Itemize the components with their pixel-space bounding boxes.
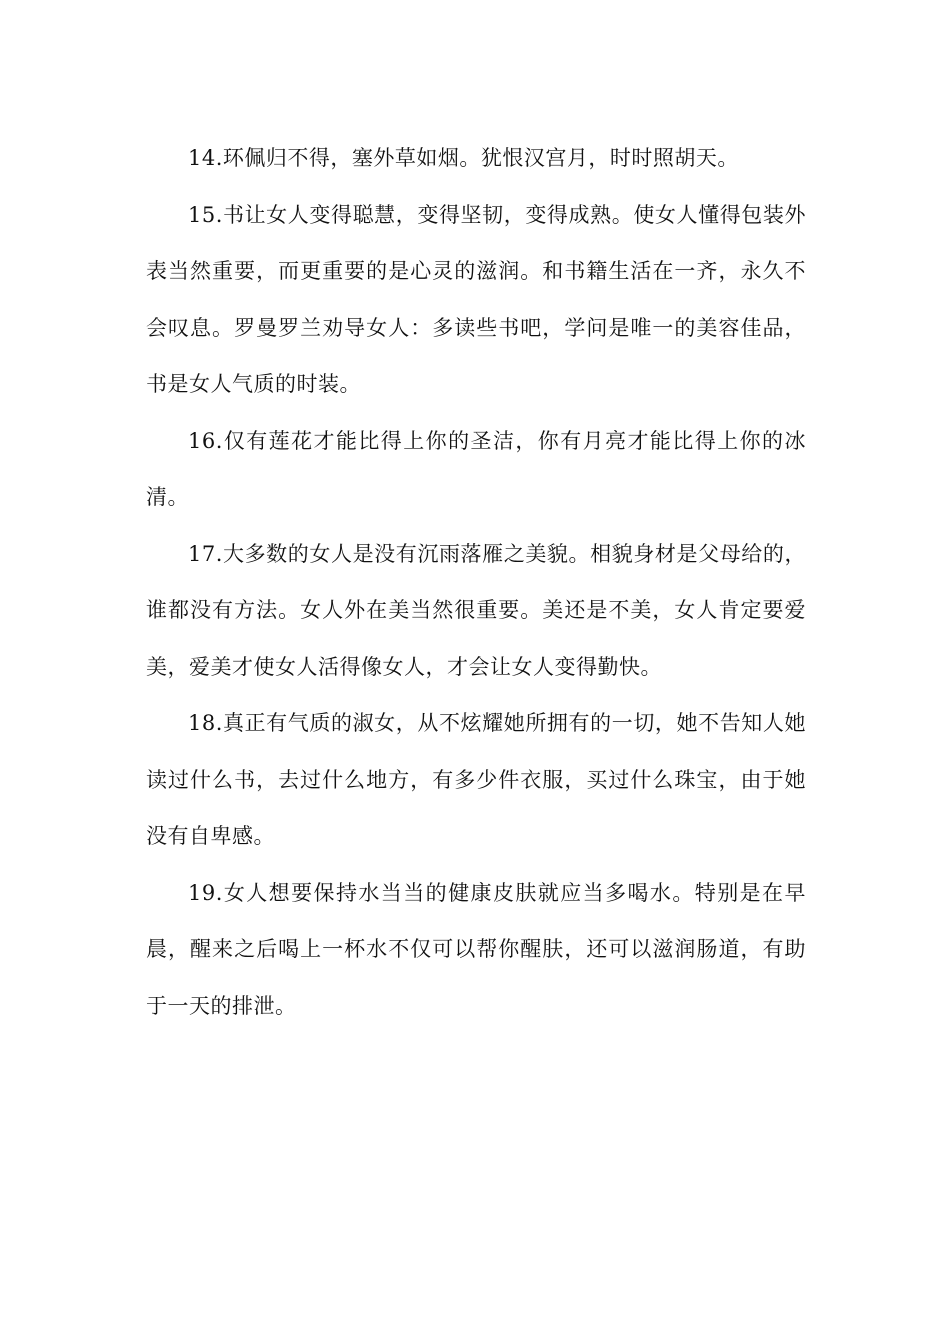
paragraph-19: 19.女人想要保持水当当的健康皮肤就应当多喝水。特别是在早晨，醒来之后喝上一杯水不仅可以帮你醒肤，还可以滋润肠道，有助于一天的排泄。 — [146, 880, 806, 1018]
paragraph-15: 15.书让女人变得聪慧，变得坚韧，变得成熟。使女人懂得包装外表当然重要，而更重要的是心灵的滋润。和书籍生活在一齐，永久不会叹息。罗曼罗兰劝导女人：多读些书吧，学问是唯一的美容佳品，书是女人气质的时装。 — [146, 202, 806, 396]
paragraph-16: 16.仅有莲花才能比得上你的圣洁，你有月亮才能比得上你的冰清。 — [146, 428, 806, 509]
paragraph-14: 14.环佩归不得，塞外草如烟。犹恨汉宫月，时时照胡天。 — [188, 146, 739, 170]
paragraph-18: 18.真正有气质的淑女，从不炫耀她所拥有的一切，她不告知人她读过什么书，去过什么地方，有多少件衣服，买过什么珠宝，由于她没有自卑感。 — [146, 711, 806, 848]
paragraph-17: 17.大多数的女人是没有沉雨落雁之美貌。相貌身材是父母给的，谁都没有方法。女人外在美当然很重要。美还是不美，女人肯定要爱美，爱美才使女人活得像女人，才会让女人变得勤快。 — [146, 541, 806, 679]
document-page — [146, 130, 806, 1034]
